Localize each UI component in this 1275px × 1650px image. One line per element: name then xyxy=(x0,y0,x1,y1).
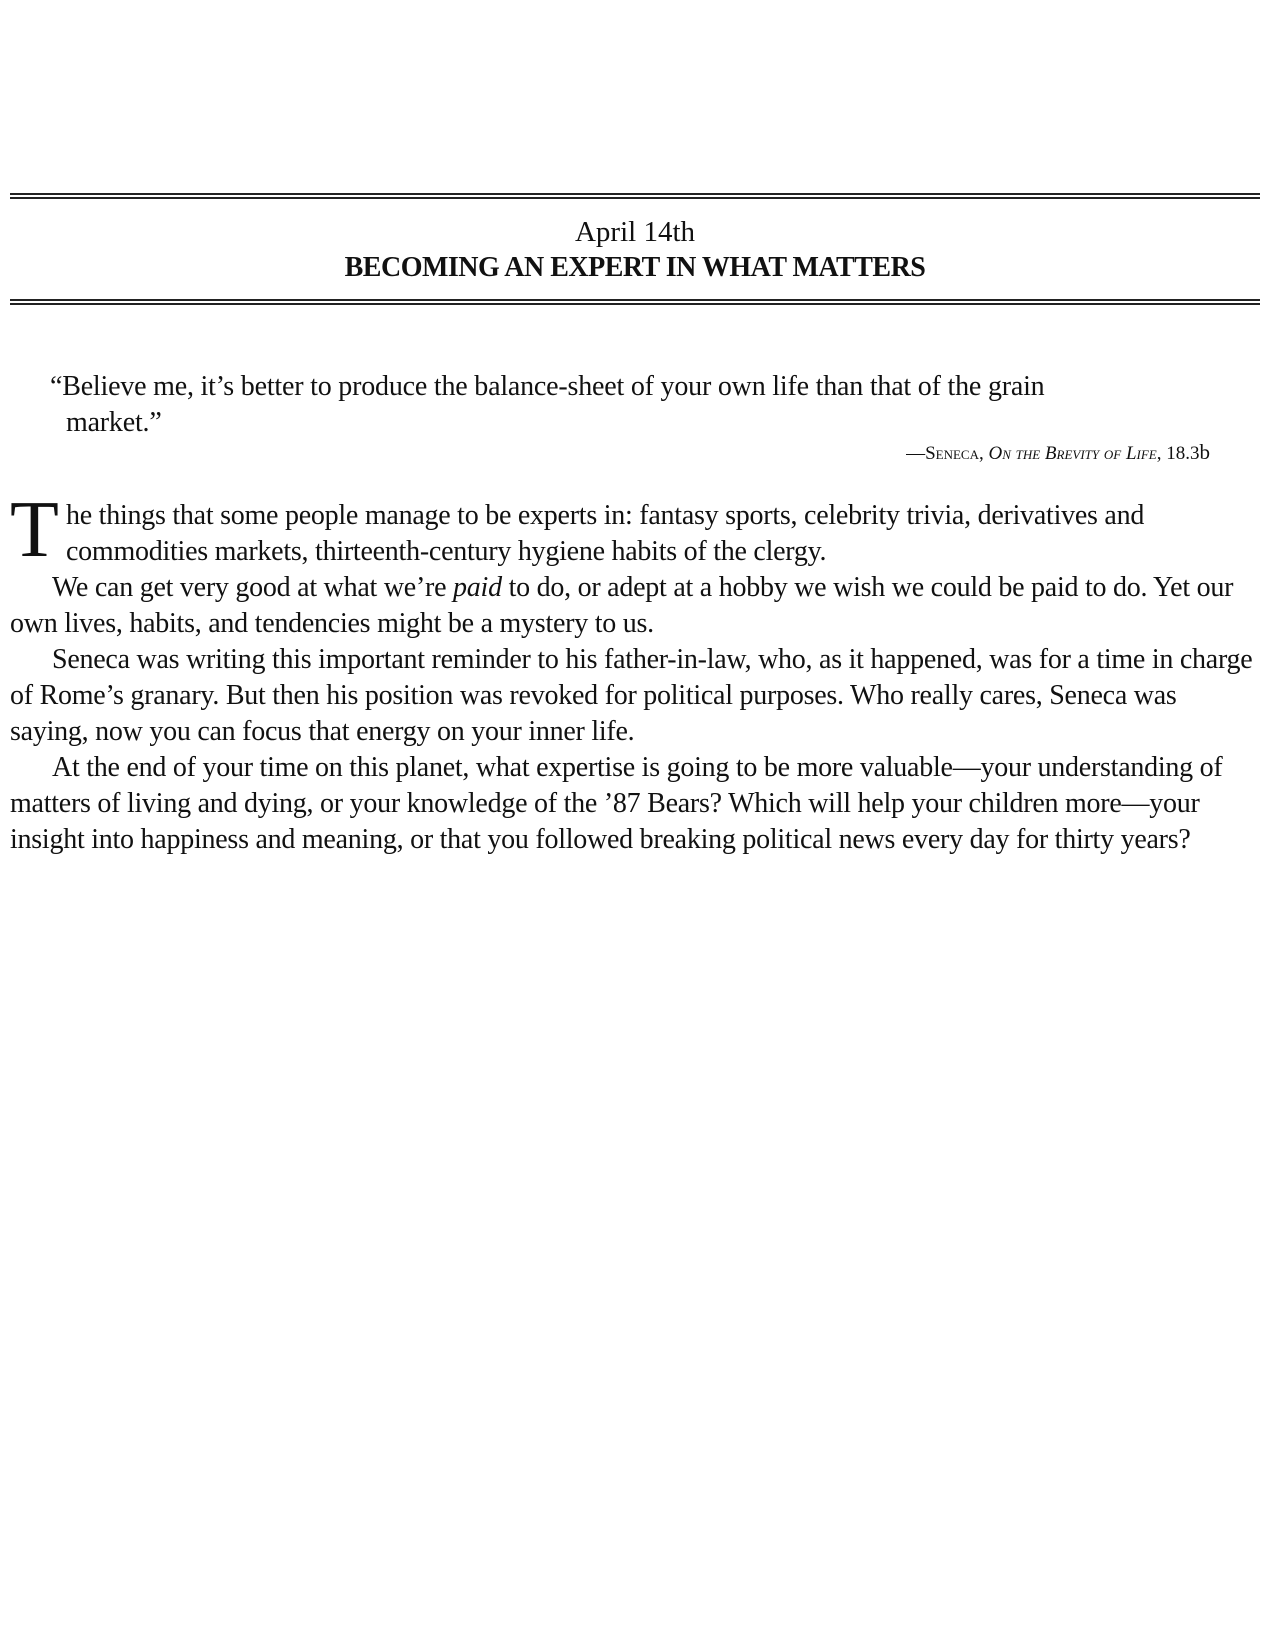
paragraph-4: At the end of your time on this planet, what expertise is going to be more valuable—your understanding of matters of living and dying, or your knowledge of the ’87 Bears? Which will help your children more—your insight into happiness and meaning, or that you followed breaking political news every day for thirty years? xyxy=(10,752,1223,855)
entry-title: BECOMING AN EXPERT IN WHAT MATTERS xyxy=(344,252,926,283)
drop-cap: T xyxy=(10,486,59,574)
attribution-author: Seneca xyxy=(925,443,979,464)
paragraph-2 xyxy=(10,570,1260,642)
paragraph-1-text: he things that some people manage to be experts in: fantasy sports, celebrity trivia, derivatives and commodities markets, thirteenth-century hygiene habits of the clergy. xyxy=(66,500,1145,567)
entry-body xyxy=(10,486,1260,858)
epigraph-quote xyxy=(50,369,1190,441)
header-top-rule xyxy=(10,193,1260,199)
attribution-suffix: b xyxy=(1199,440,1210,464)
entry-date: April 14th xyxy=(574,216,696,248)
epigraph-line-2: market.” xyxy=(66,407,162,438)
attribution-reference: , 18.3 xyxy=(1156,443,1200,464)
attribution-separator: , xyxy=(978,443,989,464)
paragraph-3: Seneca was writing this important reminder to his father-in-law, who, as it happened, was for a time in charge of Rome’s granary. But then his position was revoked for political purposes. Who really cares, Seneca was saying, now you can focus that energy on your inner life. xyxy=(10,644,1253,747)
paragraph-2-before: We can get very good at what we’re xyxy=(52,572,454,603)
attribution-work: On the Brevity of Life xyxy=(988,443,1157,464)
attribution-dash: — xyxy=(906,443,926,464)
paragraph-1 xyxy=(10,486,1260,574)
entry-header xyxy=(10,214,1260,286)
paragraph-2-emphasis: paid xyxy=(453,572,502,603)
epigraph-line-1: “Believe me, it’s better to produce the balance-sheet of your own life than that of the grain xyxy=(50,371,1045,402)
header-bottom-rule xyxy=(10,299,1260,305)
paragraph-2-after: to do, or adept at a hobby we wish we could be paid to do. Yet our own lives, habits, and tendencies might be a mystery to us. xyxy=(10,572,1234,639)
epigraph-attribution xyxy=(906,440,1210,466)
